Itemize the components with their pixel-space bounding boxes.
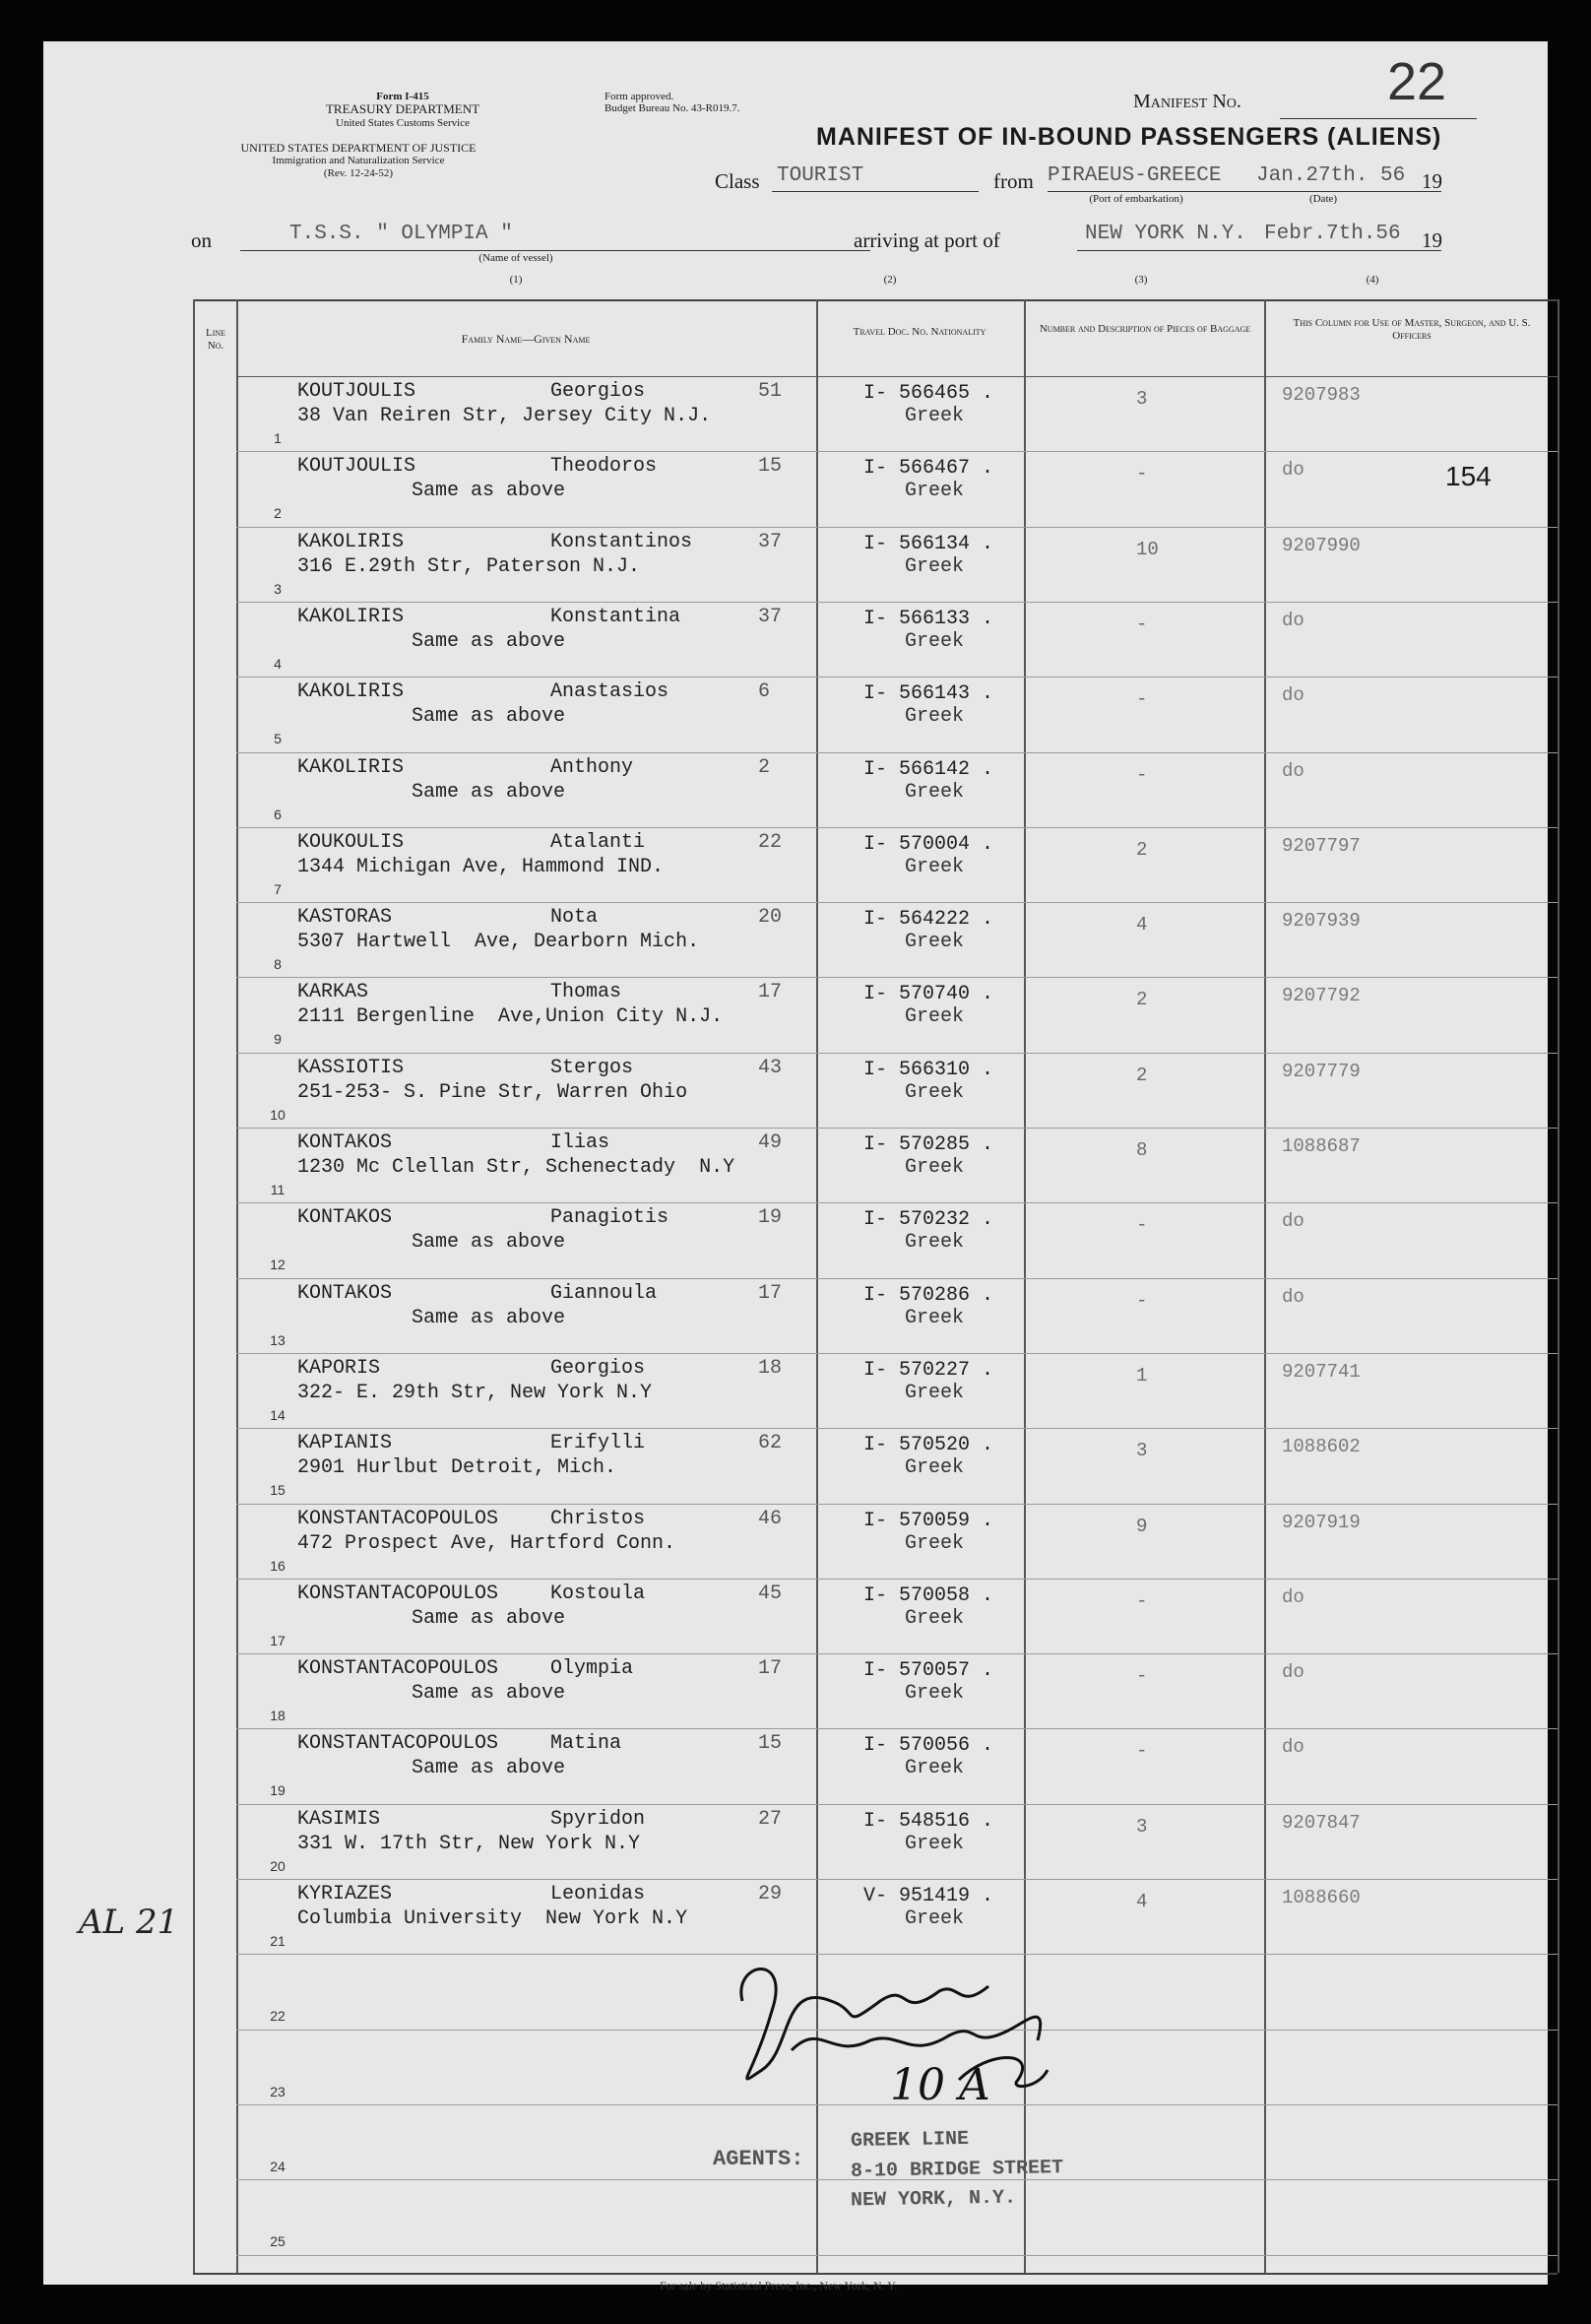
nationality: Greek — [905, 554, 965, 578]
baggage-count: - — [1136, 1589, 1148, 1612]
officer-code: 1088660 — [1282, 1887, 1361, 1908]
baggage-count: - — [1136, 763, 1148, 786]
officer-code: do — [1282, 1661, 1305, 1684]
vessel-name: T.S.S. " OLYMPIA " — [289, 223, 513, 245]
line-number: 23 — [270, 2083, 286, 2099]
address: Same as above — [412, 705, 566, 729]
family-name: KAKOLIRIS — [297, 605, 405, 628]
address: 1230 Mc Clellan Str, Schenectady N.Y — [297, 1156, 735, 1179]
address: Same as above — [412, 1757, 566, 1780]
line-number: 14 — [270, 1406, 286, 1423]
baggage-count: 4 — [1136, 1891, 1148, 1912]
baggage-count: - — [1136, 688, 1148, 711]
baggage-count: - — [1136, 1214, 1148, 1237]
family-name: KONSTANTACOPOULOS — [297, 1732, 499, 1756]
age: 62 — [758, 1432, 783, 1455]
nationality: Greek — [905, 1682, 965, 1706]
travel-doc-number: I- 570520 . — [863, 1434, 994, 1457]
family-name: KAKOLIRIS — [297, 680, 405, 704]
family-name: KAKOLIRIS — [297, 530, 405, 553]
address: Same as above — [412, 629, 566, 653]
agents-label: AGENTS: — [713, 2147, 804, 2171]
officer-code: 9207939 — [1282, 910, 1361, 933]
given-name: Konstantinos — [550, 530, 693, 553]
officer-code: 9207847 — [1282, 1811, 1361, 1834]
age: 49 — [758, 1131, 783, 1154]
line-number: 8 — [274, 956, 282, 973]
baggage-count: 3 — [1136, 1440, 1148, 1462]
family-name: KONSTANTACOPOULOS — [297, 1657, 499, 1681]
given-name: Anastasios — [550, 680, 669, 704]
baggage-count: 9 — [1136, 1515, 1148, 1537]
travel-doc-number: I- 570004 . — [863, 832, 994, 856]
officer-code: do — [1282, 1210, 1305, 1233]
line-number: 1 — [274, 430, 282, 446]
nationality: Greek — [905, 480, 965, 503]
age: 45 — [758, 1582, 783, 1605]
officer-code: do — [1282, 1736, 1305, 1759]
travel-doc-number: I- 570227 . — [863, 1358, 994, 1382]
address: 251-253- S. Pine Str, Warren Ohio — [297, 1080, 688, 1104]
age: 27 — [758, 1807, 783, 1831]
nationality: Greek — [905, 1080, 965, 1104]
travel-doc-number: I- 564222 . — [863, 908, 994, 932]
given-name: Georgios — [550, 380, 646, 403]
address: Same as above — [412, 1606, 566, 1630]
address: 2901 Hurlbut Detroit, Mich. — [297, 1456, 617, 1480]
travel-doc-number: I- 566310 . — [863, 1058, 994, 1081]
line-number: 21 — [270, 1933, 286, 1949]
family-name: KASTORAS — [297, 906, 393, 930]
address: 316 E.29th Str, Paterson N.J. — [297, 554, 641, 578]
age: 51 — [758, 380, 783, 403]
officer-code: 9207741 — [1282, 1360, 1361, 1383]
baggage-count: 1 — [1136, 1364, 1148, 1387]
address: Columbia University New York N.Y — [297, 1907, 688, 1930]
port-arrival: NEW YORK N.Y. — [1085, 223, 1246, 245]
col-header-name: Family Name—Given Name — [461, 332, 591, 346]
nationality: Greek — [905, 931, 965, 954]
travel-doc-number: I- 570286 . — [863, 1283, 994, 1307]
side-number: 154 — [1445, 461, 1492, 491]
officer-code: 9207919 — [1282, 1511, 1361, 1533]
nationality: Greek — [905, 855, 965, 878]
given-name: Stergos — [550, 1056, 634, 1079]
class-value: TOURIST — [777, 164, 864, 187]
address: Same as above — [412, 1306, 566, 1329]
line-number: 22 — [270, 2008, 286, 2025]
given-name: Giannoula — [550, 1281, 658, 1305]
vessel-caption: (Name of vessel) — [478, 252, 553, 264]
officer-code: 9207779 — [1282, 1060, 1361, 1082]
year-prefix: 19 — [1422, 169, 1442, 193]
address: Same as above — [412, 480, 566, 503]
line-number: 20 — [270, 1857, 286, 1874]
form-number: Form I-415 — [376, 91, 429, 102]
baggage-count: 2 — [1136, 838, 1148, 861]
travel-doc-number: I- 548516 . — [863, 1809, 994, 1833]
given-name: Erifylli — [550, 1432, 646, 1455]
age: 43 — [758, 1056, 783, 1079]
address: 331 W. 17th Str, New York N.Y — [297, 1832, 641, 1855]
line-number: 6 — [274, 806, 282, 822]
nationality: Greek — [905, 405, 965, 427]
col-header-baggage: Number and Description of Pieces of Baggage — [1039, 323, 1251, 335]
nationality: Greek — [905, 1156, 965, 1179]
line-number: 2 — [274, 505, 282, 522]
baggage-count: - — [1136, 1665, 1148, 1688]
manifest-title: MANIFEST OF IN-BOUND PASSENGERS (ALIENS) — [816, 123, 1442, 151]
age: 17 — [758, 1657, 783, 1681]
agents-line-2: 8-10 BRIDGE STREET — [850, 2157, 1064, 2183]
family-name: KOUKOULIS — [297, 830, 405, 854]
family-name: KARKAS — [297, 981, 369, 1004]
nationality: Greek — [905, 1907, 965, 1930]
col-num-1: (1) — [509, 274, 523, 286]
officer-code: 9207792 — [1282, 985, 1361, 1007]
line-number: 16 — [270, 1557, 286, 1574]
family-name: KONSTANTACOPOULOS — [297, 1507, 499, 1530]
line-number: 11 — [270, 1182, 286, 1197]
given-name: Nota — [550, 906, 599, 930]
col-header-officers: This Column for Use of Master, Surgeon, and U. S. Officers — [1293, 317, 1531, 342]
nationality: Greek — [905, 629, 965, 653]
manifest-no-label: Manifest No. — [1133, 91, 1241, 112]
travel-doc-number: I- 566142 . — [863, 757, 994, 781]
agents-line-1: GREEK LINE — [850, 2127, 970, 2154]
family-name: KONTAKOS — [297, 1281, 393, 1305]
baggage-count: 8 — [1136, 1139, 1148, 1161]
age: 37 — [758, 530, 783, 553]
date-caption: (Date) — [1308, 193, 1338, 205]
travel-doc-number: I- 570740 . — [863, 983, 994, 1006]
family-name: KOUTJOULIS — [297, 380, 416, 403]
given-name: Theodoros — [550, 455, 658, 479]
baggage-count: 10 — [1136, 538, 1159, 560]
officer-code: do — [1282, 759, 1305, 782]
col-num-3: (3) — [1134, 274, 1148, 286]
baggage-count: 3 — [1136, 1815, 1148, 1838]
col-num-2: (2) — [883, 274, 897, 286]
year-prefix-2: 19 — [1422, 228, 1442, 252]
port-caption: (Port of embarkation) — [1089, 193, 1183, 205]
line-number: 18 — [270, 1708, 286, 1724]
travel-doc-number: I- 570057 . — [863, 1659, 994, 1683]
baggage-count: - — [1136, 463, 1148, 485]
nationality: Greek — [905, 1456, 965, 1480]
nationality: Greek — [905, 1306, 965, 1329]
age: 22 — [758, 830, 783, 854]
nationality: Greek — [905, 1231, 965, 1255]
age: 15 — [758, 1732, 783, 1756]
col-header-travel-doc: Travel Doc. No. Nationality — [853, 326, 986, 338]
line-number: 25 — [270, 2233, 286, 2250]
officer-code: 9207797 — [1282, 834, 1361, 857]
officer-code: do — [1282, 1285, 1305, 1308]
given-name: Kostoula — [550, 1582, 646, 1605]
customs-label: United States Customs Service — [336, 117, 470, 129]
nationality: Greek — [905, 1832, 965, 1855]
travel-doc-number: I- 566143 . — [863, 682, 994, 706]
col-num-4: (4) — [1366, 274, 1379, 286]
age: 17 — [758, 981, 783, 1004]
port-embarkation: PIRAEUS-GREECE — [1048, 164, 1222, 187]
officer-code: do — [1282, 609, 1305, 631]
form-approved: Form approved. — [605, 91, 674, 102]
given-name: Panagiotis — [550, 1206, 669, 1230]
family-name: KAPIANIS — [297, 1432, 393, 1455]
family-name: KAPORIS — [297, 1356, 381, 1380]
given-name: Georgios — [550, 1356, 646, 1380]
given-name: Thomas — [550, 981, 622, 1004]
address: Same as above — [412, 780, 566, 804]
line-number: 3 — [274, 580, 282, 597]
officer-code: 1088602 — [1282, 1436, 1361, 1458]
treasury-label: TREASURY DEPARTMENT — [325, 101, 480, 116]
address: 322- E. 29th Str, New York N.Y — [297, 1381, 653, 1404]
line-number: 4 — [274, 655, 282, 672]
travel-doc-number: I- 570232 . — [863, 1208, 994, 1232]
officer-code: 9207990 — [1282, 534, 1361, 556]
travel-doc-number: I- 570058 . — [863, 1583, 994, 1607]
family-name: KASSIOTIS — [297, 1056, 405, 1079]
travel-doc-number: I- 566134 . — [863, 532, 994, 555]
age: 18 — [758, 1356, 783, 1380]
baggage-count: - — [1136, 1740, 1148, 1763]
baggage-count: 4 — [1136, 914, 1148, 936]
travel-doc-number: I- 570056 . — [863, 1734, 994, 1758]
age: 37 — [758, 605, 783, 628]
baggage-count: 2 — [1136, 989, 1148, 1011]
nationality: Greek — [905, 1606, 965, 1630]
line-number: 19 — [270, 1782, 286, 1799]
nationality: Greek — [905, 1005, 965, 1029]
line-number: 12 — [270, 1257, 286, 1273]
line-number: 15 — [270, 1482, 286, 1499]
printer-footer: For sale by Statistical Press, Inc., New York, N. Y. — [660, 2279, 898, 2292]
line-number: 10 — [270, 1106, 286, 1123]
officer-code: do — [1282, 1585, 1305, 1608]
given-name: Olympia — [550, 1657, 634, 1681]
line-number: 5 — [274, 731, 282, 747]
date-arrival: Febr.7th.56 — [1264, 223, 1401, 245]
given-name: Atalanti — [550, 830, 646, 854]
line-number: 7 — [274, 880, 282, 897]
travel-doc-number: I- 566467 . — [863, 457, 994, 481]
address: 472 Prospect Ave, Hartford Conn. — [297, 1531, 676, 1555]
given-name: Christos — [550, 1507, 646, 1530]
travel-doc-number: V- 951419 . — [863, 1885, 994, 1907]
family-name: KONSTANTACOPOULOS — [297, 1582, 499, 1605]
address: Same as above — [412, 1682, 566, 1706]
justice-label: UNITED STATES DEPARTMENT OF JUSTICE — [240, 141, 477, 155]
budget-bureau: Budget Bureau No. 43-R019.7. — [605, 102, 740, 114]
address: 5307 Hartwell Ave, Dearborn Mich. — [297, 931, 700, 954]
line-number: 9 — [274, 1031, 282, 1048]
nationality: Greek — [905, 780, 965, 804]
family-name: KONTAKOS — [297, 1131, 393, 1154]
nationality: Greek — [905, 1531, 965, 1555]
age: 29 — [758, 1883, 783, 1905]
given-name: Matina — [550, 1732, 622, 1756]
line-number: 24 — [270, 2158, 286, 2174]
ins-label: Immigration and Naturalization Service — [272, 155, 445, 166]
agents-line-3: NEW YORK, N.Y. — [850, 2186, 1017, 2213]
from-label: from — [993, 169, 1034, 193]
family-name: KASIMIS — [297, 1807, 381, 1831]
official-signature — [713, 1942, 1136, 2159]
travel-doc-number: I- 566133 . — [863, 607, 994, 630]
officer-code: 1088687 — [1282, 1135, 1361, 1157]
address: 38 Van Reiren Str, Jersey City N.J. — [297, 405, 712, 427]
officer-code: 9207983 — [1282, 384, 1361, 406]
baggage-count: 3 — [1136, 388, 1148, 410]
nationality: Greek — [905, 1757, 965, 1780]
given-name: Konstantina — [550, 605, 681, 628]
age: 20 — [758, 906, 783, 930]
arriving-label: arriving at port of — [854, 228, 1000, 252]
family-name: KYRIAZES — [297, 1883, 393, 1905]
baggage-count: 2 — [1136, 1064, 1148, 1086]
address: Same as above — [412, 1231, 566, 1255]
given-name: Ilias — [550, 1131, 610, 1154]
col-header-line-no: Line No. — [205, 327, 226, 352]
date-embarkation: Jan.27th. 56 — [1256, 164, 1406, 187]
family-name: KOUTJOULIS — [297, 455, 416, 479]
age: 17 — [758, 1281, 783, 1305]
travel-doc-number: I- 566465 . — [863, 382, 994, 405]
age: 2 — [758, 755, 771, 779]
given-name: Leonidas — [550, 1883, 646, 1905]
baggage-count: - — [1136, 613, 1148, 635]
line-number: 17 — [270, 1632, 286, 1648]
nationality: Greek — [905, 1381, 965, 1404]
age: 15 — [758, 455, 783, 479]
nationality: Greek — [905, 705, 965, 729]
address: 1344 Michigan Ave, Hammond IND. — [297, 855, 665, 878]
age: 6 — [758, 680, 771, 704]
officer-code: do — [1282, 684, 1305, 707]
family-name: KAKOLIRIS — [297, 755, 405, 779]
given-name: Spyridon — [550, 1807, 646, 1831]
manifest-page — [43, 41, 1548, 2292]
officer-code: do — [1282, 459, 1305, 482]
signature-note: 10 A — [890, 2060, 990, 2110]
baggage-count: - — [1136, 1289, 1148, 1312]
address: 2111 Bergenline Ave,Union City N.J. — [297, 1005, 724, 1029]
age: 46 — [758, 1507, 783, 1530]
revision-label: (Rev. 12-24-52) — [323, 167, 394, 179]
age: 19 — [758, 1206, 783, 1230]
given-name: Anthony — [550, 755, 634, 779]
travel-doc-number: I- 570285 . — [863, 1133, 994, 1156]
manifest-number: 22 — [1387, 52, 1447, 111]
class-label: Class — [715, 169, 760, 193]
travel-doc-number: I- 570059 . — [863, 1509, 994, 1532]
family-name: KONTAKOS — [297, 1206, 393, 1230]
line-number: 13 — [270, 1331, 286, 1348]
margin-note: AL 21 — [79, 1903, 179, 1942]
on-label: on — [191, 228, 212, 252]
